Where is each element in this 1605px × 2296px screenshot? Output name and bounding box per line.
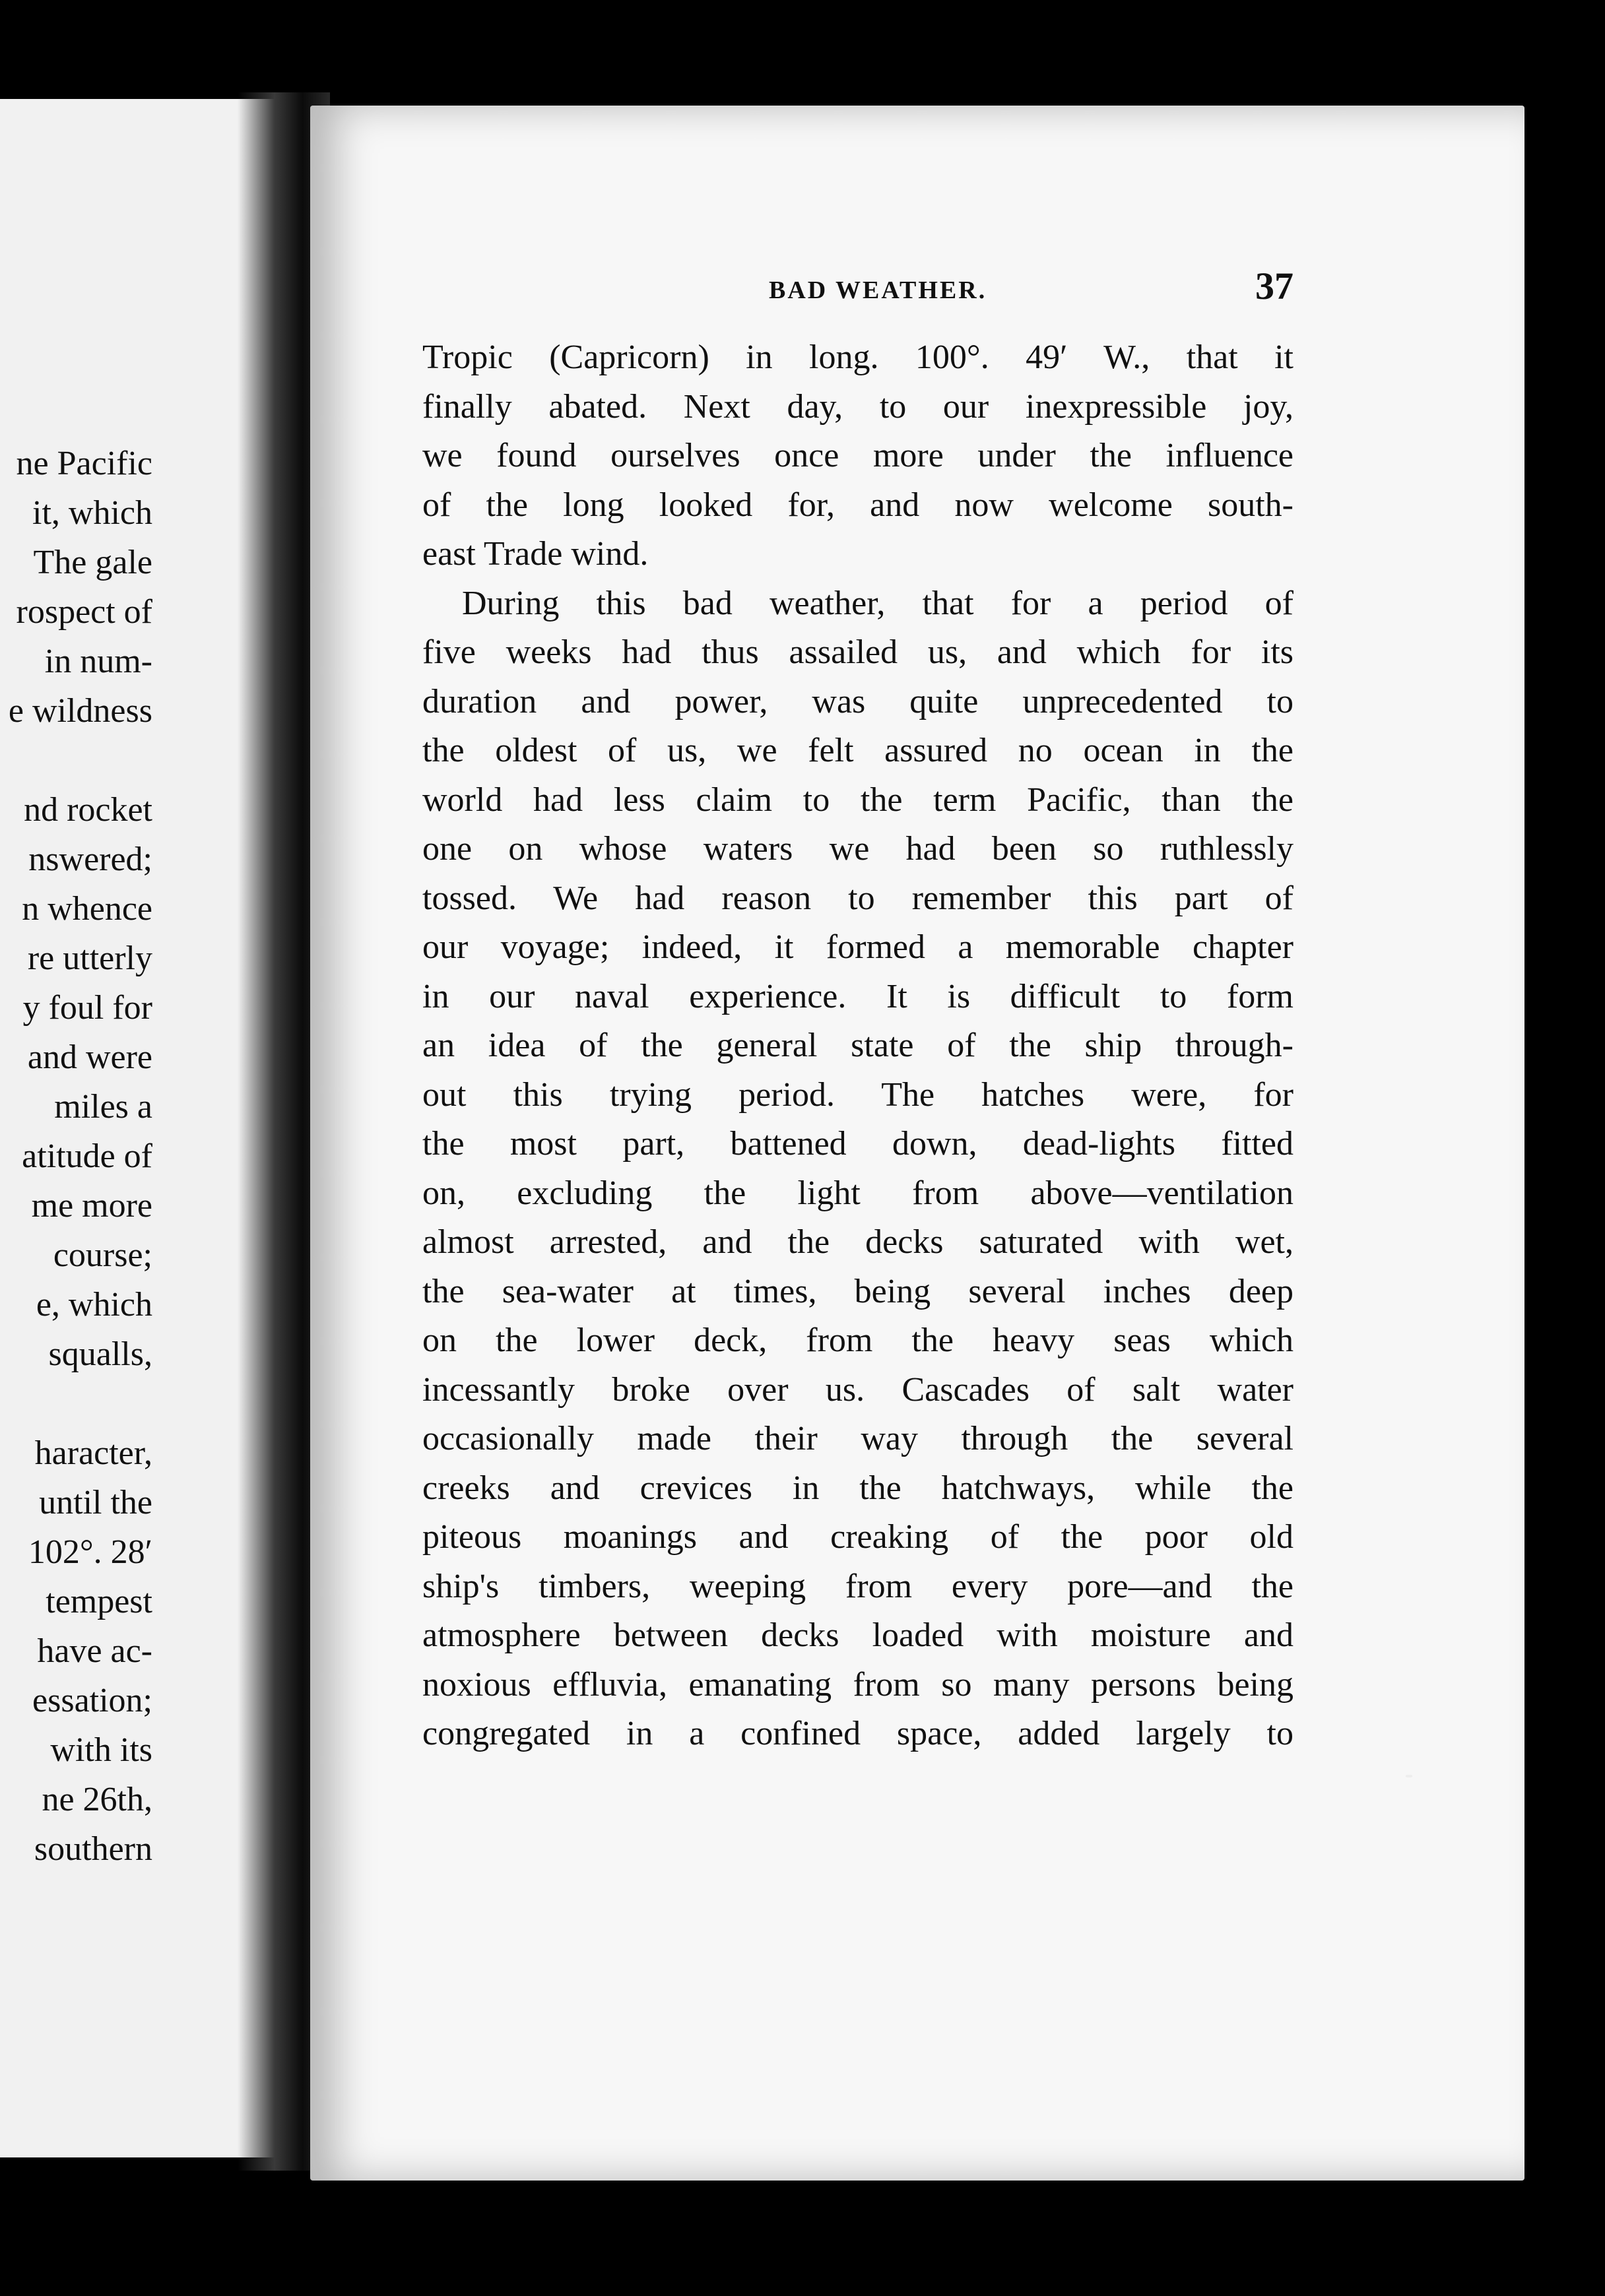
body-line: noxious effluvia, emanating from so many persons being [422, 1665, 1294, 1704]
body-line: congregated in a confined space, added largely to [422, 1715, 1294, 1752]
previous-page-line: e, which [36, 1286, 152, 1323]
body-line: incessantly broke over us. Cascades of salt water [422, 1370, 1294, 1409]
previous-page-line: miles a [54, 1088, 152, 1126]
previous-page-line: squalls, [48, 1335, 152, 1373]
body-line: on, excluding the light from above—ventilation [422, 1174, 1294, 1212]
body-line: our voyage; indeed, it formed a memorable chapter [422, 928, 1294, 966]
previous-page-line: The gale [33, 544, 152, 581]
previous-page-line: ne Pacific [16, 445, 152, 482]
previous-page-line: in num- [44, 643, 152, 680]
body-line: ship's timbers, weeping from every pore—and the [422, 1567, 1294, 1605]
body-line: in our naval experience. It is difficult to form [422, 977, 1294, 1015]
previous-page-line: y foul for [22, 989, 152, 1027]
body-line: tossed. We had reason to remember this part of [422, 879, 1294, 917]
previous-page-line: tempest [46, 1583, 152, 1620]
previous-page-line: me more [31, 1187, 152, 1225]
previous-page-line: n whence [22, 890, 152, 928]
scan-speck [1406, 1775, 1412, 1777]
previous-page-line: re utterly [27, 940, 152, 977]
previous-page-line: haracter, [34, 1434, 152, 1472]
running-title: BAD WEATHER. [769, 276, 987, 304]
previous-page-line: essation; [32, 1682, 152, 1719]
body-line: an idea of the general state of the ship through- [422, 1027, 1294, 1064]
body-line: creeks and crevices in the hatchways, while the [422, 1469, 1294, 1507]
body-line: the oldest of us, we felt assured no ocean in the [422, 732, 1294, 769]
previous-page-line: 102°. 28′ [28, 1533, 152, 1571]
previous-page-line: until the [39, 1484, 152, 1521]
previous-page-line: nswered; [28, 841, 152, 878]
body-line: almost arrested, and the decks saturated with wet, [422, 1223, 1294, 1261]
previous-page-line: and were [27, 1038, 152, 1076]
previous-page-line: course; [53, 1236, 152, 1274]
page-body-text [422, 333, 1294, 1759]
previous-page-line: atitude of [22, 1137, 152, 1175]
body-line: atmosphere between decks loaded with moisture and [422, 1616, 1294, 1654]
previous-page-line: nd rocket [24, 791, 152, 829]
previous-page-line [0, 736, 155, 785]
body-line: piteous moanings and creaking of the poor old [422, 1518, 1294, 1556]
body-line: on the lower deck, from the heavy seas which [422, 1322, 1294, 1359]
body-line: During this bad weather, that for a period of [462, 584, 1294, 622]
body-line: east Trade wind. [422, 535, 649, 573]
body-line: occasionally made their way through the several [422, 1420, 1294, 1457]
body-line: we found ourselves once more under the influence [422, 437, 1294, 474]
page-number: 37 [1255, 265, 1294, 307]
previous-page-line: it, which [32, 494, 152, 532]
body-line: world had less claim to the term Pacific, than the [422, 781, 1294, 819]
body-line: out this trying period. The hatches were, for [422, 1075, 1294, 1114]
previous-page-line: ne 26th, [42, 1781, 152, 1818]
body-line: of the long looked for, and now welcome south- [422, 486, 1294, 524]
previous-page-line: have ac- [37, 1632, 152, 1670]
running-head [462, 264, 1294, 323]
previous-page-line [0, 1379, 155, 1428]
body-line: finally abated. Next day, to our inexpressible joy, [422, 387, 1294, 426]
previous-page-line: e wildness [8, 692, 152, 730]
previous-page-text [0, 439, 155, 1874]
body-line: duration and power, was quite unprecedented to [422, 682, 1294, 720]
body-line: five weeks had thus assailed us, and which for its [422, 633, 1294, 671]
body-line: Tropic (Capricorn) in long. 100°. 49′ W., that it [422, 338, 1294, 376]
previous-page-line: southern [34, 1830, 152, 1868]
body-line: the most part, battened down, dead-lights fitted [422, 1125, 1294, 1163]
previous-page-line: rospect of [16, 593, 152, 631]
body-line: the sea-water at times, being several inches deep [422, 1272, 1294, 1310]
previous-page-line: with its [50, 1731, 152, 1769]
body-line: one on whose waters we had been so ruthlessly [422, 830, 1294, 868]
